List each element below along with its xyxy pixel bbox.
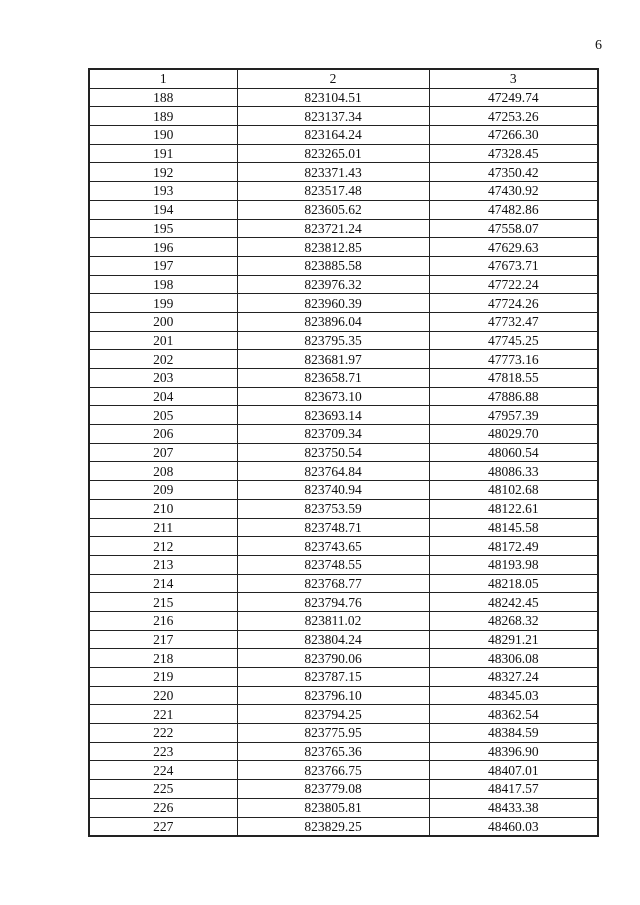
point-number-cell: 197: [89, 256, 237, 275]
point-number-cell: 217: [89, 630, 237, 649]
y-coordinate-cell: 47430.92: [429, 182, 598, 201]
y-coordinate-cell: 47328.45: [429, 144, 598, 163]
y-coordinate-cell: 47773.16: [429, 350, 598, 369]
x-coordinate-cell: 823764.84: [237, 462, 429, 481]
column-header-1: 1: [89, 69, 237, 88]
y-coordinate-cell: 48417.57: [429, 780, 598, 799]
table-row: [89, 219, 598, 238]
x-coordinate-cell: 823265.01: [237, 144, 429, 163]
table-row: [89, 200, 598, 219]
x-coordinate-cell: 823794.76: [237, 593, 429, 612]
point-number-cell: 201: [89, 331, 237, 350]
table-row: [89, 312, 598, 331]
y-coordinate-cell: 47957.39: [429, 406, 598, 425]
table-row: [89, 649, 598, 668]
y-coordinate-cell: 48029.70: [429, 425, 598, 444]
y-coordinate-cell: 47482.86: [429, 200, 598, 219]
y-coordinate-cell: 47724.26: [429, 294, 598, 313]
table-row: [89, 724, 598, 743]
coordinates-table: [88, 68, 599, 837]
point-number-cell: 198: [89, 275, 237, 294]
x-coordinate-cell: 823796.10: [237, 686, 429, 705]
header-row: [89, 69, 598, 88]
x-coordinate-cell: 823976.32: [237, 275, 429, 294]
x-coordinate-cell: 823811.02: [237, 611, 429, 630]
table-row: [89, 780, 598, 799]
x-coordinate-cell: 823960.39: [237, 294, 429, 313]
point-number-cell: 200: [89, 312, 237, 331]
point-number-cell: 221: [89, 705, 237, 724]
point-number-cell: 224: [89, 761, 237, 780]
point-number-cell: 222: [89, 724, 237, 743]
y-coordinate-cell: 47350.42: [429, 163, 598, 182]
x-coordinate-cell: 823748.55: [237, 555, 429, 574]
point-number-cell: 195: [89, 219, 237, 238]
table-row: [89, 593, 598, 612]
x-coordinate-cell: 823787.15: [237, 668, 429, 687]
table-header: [89, 69, 598, 88]
y-coordinate-cell: 47722.24: [429, 275, 598, 294]
x-coordinate-cell: 823740.94: [237, 481, 429, 500]
y-coordinate-cell: 48460.03: [429, 817, 598, 836]
column-header-2: 2: [237, 69, 429, 88]
x-coordinate-cell: 823766.75: [237, 761, 429, 780]
y-coordinate-cell: 48433.38: [429, 798, 598, 817]
y-coordinate-cell: 47818.55: [429, 369, 598, 388]
point-number-cell: 206: [89, 425, 237, 444]
x-coordinate-cell: 823896.04: [237, 312, 429, 331]
x-coordinate-cell: 823605.62: [237, 200, 429, 219]
point-number-cell: 223: [89, 742, 237, 761]
x-coordinate-cell: 823658.71: [237, 369, 429, 388]
y-coordinate-cell: 48268.32: [429, 611, 598, 630]
x-coordinate-cell: 823812.85: [237, 238, 429, 257]
x-coordinate-cell: 823794.25: [237, 705, 429, 724]
x-coordinate-cell: 823750.54: [237, 443, 429, 462]
table-row: [89, 182, 598, 201]
point-number-cell: 220: [89, 686, 237, 705]
y-coordinate-cell: 47558.07: [429, 219, 598, 238]
table-row: [89, 144, 598, 163]
x-coordinate-cell: 823137.34: [237, 107, 429, 126]
table-row: [89, 369, 598, 388]
x-coordinate-cell: 823517.48: [237, 182, 429, 201]
point-number-cell: 212: [89, 537, 237, 556]
point-number-cell: 219: [89, 668, 237, 687]
x-coordinate-cell: 823709.34: [237, 425, 429, 444]
table-row: [89, 107, 598, 126]
point-number-cell: 226: [89, 798, 237, 817]
x-coordinate-cell: 823829.25: [237, 817, 429, 836]
point-number-cell: 196: [89, 238, 237, 257]
point-number-cell: 204: [89, 387, 237, 406]
point-number-cell: 202: [89, 350, 237, 369]
table-row: [89, 387, 598, 406]
table-row: [89, 798, 598, 817]
y-coordinate-cell: 48193.98: [429, 555, 598, 574]
table-row: [89, 742, 598, 761]
point-number-cell: 225: [89, 780, 237, 799]
table-row: [89, 350, 598, 369]
y-coordinate-cell: 48122.61: [429, 499, 598, 518]
x-coordinate-cell: 823790.06: [237, 649, 429, 668]
x-coordinate-cell: 823775.95: [237, 724, 429, 743]
column-header-3: 3: [429, 69, 598, 88]
table-row: [89, 705, 598, 724]
y-coordinate-cell: 48407.01: [429, 761, 598, 780]
x-coordinate-cell: 823765.36: [237, 742, 429, 761]
y-coordinate-cell: 48345.03: [429, 686, 598, 705]
y-coordinate-cell: 48086.33: [429, 462, 598, 481]
x-coordinate-cell: 823104.51: [237, 88, 429, 107]
table-row: [89, 126, 598, 145]
table-row: [89, 481, 598, 500]
table-row: [89, 611, 598, 630]
x-coordinate-cell: 823804.24: [237, 630, 429, 649]
y-coordinate-cell: 47886.88: [429, 387, 598, 406]
point-number-cell: 199: [89, 294, 237, 313]
table-row: [89, 761, 598, 780]
y-coordinate-cell: 48306.08: [429, 649, 598, 668]
y-coordinate-cell: 48327.24: [429, 668, 598, 687]
y-coordinate-cell: 48384.59: [429, 724, 598, 743]
y-coordinate-cell: 47266.30: [429, 126, 598, 145]
y-coordinate-cell: 47745.25: [429, 331, 598, 350]
point-number-cell: 193: [89, 182, 237, 201]
table-row: [89, 555, 598, 574]
point-number-cell: 188: [89, 88, 237, 107]
point-number-cell: 211: [89, 518, 237, 537]
x-coordinate-cell: 823681.97: [237, 350, 429, 369]
point-number-cell: 191: [89, 144, 237, 163]
y-coordinate-cell: 47249.74: [429, 88, 598, 107]
table-row: [89, 817, 598, 836]
point-number-cell: 194: [89, 200, 237, 219]
x-coordinate-cell: 823779.08: [237, 780, 429, 799]
table-row: [89, 499, 598, 518]
point-number-cell: 189: [89, 107, 237, 126]
table-row: [89, 238, 598, 257]
point-number-cell: 205: [89, 406, 237, 425]
x-coordinate-cell: 823768.77: [237, 574, 429, 593]
point-number-cell: 209: [89, 481, 237, 500]
point-number-cell: 190: [89, 126, 237, 145]
table-row: [89, 163, 598, 182]
point-number-cell: 218: [89, 649, 237, 668]
x-coordinate-cell: 823795.35: [237, 331, 429, 350]
point-number-cell: 203: [89, 369, 237, 388]
table-row: [89, 462, 598, 481]
y-coordinate-cell: 47732.47: [429, 312, 598, 331]
table-row: [89, 686, 598, 705]
table-body: [89, 88, 598, 836]
x-coordinate-cell: 823885.58: [237, 256, 429, 275]
point-number-cell: 210: [89, 499, 237, 518]
table-row: [89, 256, 598, 275]
x-coordinate-cell: 823673.10: [237, 387, 429, 406]
table-row: [89, 537, 598, 556]
x-coordinate-cell: 823693.14: [237, 406, 429, 425]
table-row: [89, 574, 598, 593]
table-row: [89, 275, 598, 294]
y-coordinate-cell: 48291.21: [429, 630, 598, 649]
y-coordinate-cell: 48396.90: [429, 742, 598, 761]
table-row: [89, 331, 598, 350]
table-row: [89, 630, 598, 649]
x-coordinate-cell: 823743.65: [237, 537, 429, 556]
y-coordinate-cell: 48145.58: [429, 518, 598, 537]
point-number-cell: 214: [89, 574, 237, 593]
table-row: [89, 443, 598, 462]
x-coordinate-cell: 823721.24: [237, 219, 429, 238]
table-row: [89, 425, 598, 444]
y-coordinate-cell: 48362.54: [429, 705, 598, 724]
table-row: [89, 518, 598, 537]
table-row: [89, 88, 598, 107]
y-coordinate-cell: 48102.68: [429, 481, 598, 500]
x-coordinate-cell: 823371.43: [237, 163, 429, 182]
point-number-cell: 213: [89, 555, 237, 574]
x-coordinate-cell: 823805.81: [237, 798, 429, 817]
point-number-cell: 215: [89, 593, 237, 612]
page-number: 6: [595, 38, 602, 53]
x-coordinate-cell: 823753.59: [237, 499, 429, 518]
y-coordinate-cell: 48218.05: [429, 574, 598, 593]
table-row: [89, 294, 598, 313]
y-coordinate-cell: 48172.49: [429, 537, 598, 556]
point-number-cell: 192: [89, 163, 237, 182]
x-coordinate-cell: 823748.71: [237, 518, 429, 537]
y-coordinate-cell: 47629.63: [429, 238, 598, 257]
y-coordinate-cell: 47253.26: [429, 107, 598, 126]
table-row: [89, 406, 598, 425]
y-coordinate-cell: 48060.54: [429, 443, 598, 462]
table-row: [89, 668, 598, 687]
point-number-cell: 207: [89, 443, 237, 462]
point-number-cell: 216: [89, 611, 237, 630]
x-coordinate-cell: 823164.24: [237, 126, 429, 145]
point-number-cell: 227: [89, 817, 237, 836]
point-number-cell: 208: [89, 462, 237, 481]
y-coordinate-cell: 48242.45: [429, 593, 598, 612]
y-coordinate-cell: 47673.71: [429, 256, 598, 275]
